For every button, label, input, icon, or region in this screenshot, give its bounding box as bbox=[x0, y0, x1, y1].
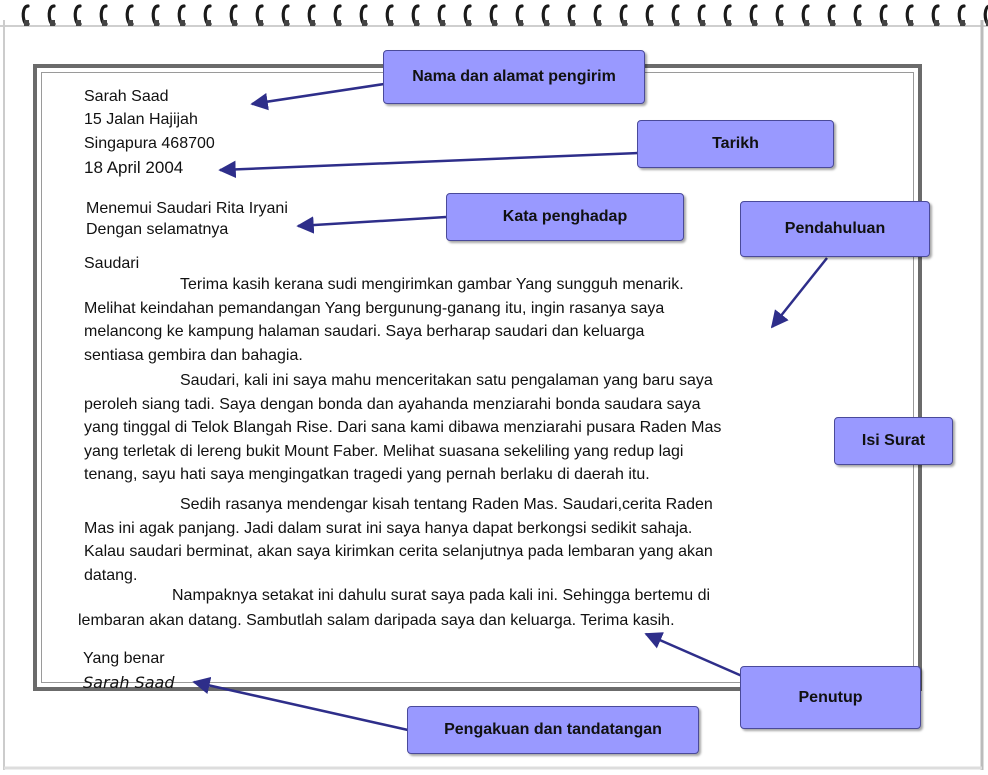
closing-phrase: Yang benar bbox=[83, 650, 165, 667]
label-signoff: Pengakuan dan tandatangan bbox=[407, 706, 699, 754]
paragraph-line: yang terletak di lereng bukit Mount Faber. Melihat suasana sekeliling yang redup lagi bbox=[84, 442, 684, 460]
paragraph-line: datang. bbox=[84, 566, 138, 584]
paragraph-line: Kalau saudari berminat, akan saya kirimkan cerita selanjutnya pada lembaran yang akan bbox=[84, 543, 713, 560]
paragraph-body-2 bbox=[84, 493, 713, 587]
paragraph-line: Sedih rasanya mendengar kisah tentang Raden Mas. Saudari,cerita Raden bbox=[180, 496, 713, 513]
sender-name: Sarah Saad bbox=[84, 88, 169, 105]
paragraph-line: melancong ke kampung halaman saudari. Saya berharap saudari dan keluarga bbox=[84, 323, 645, 340]
label-date: Tarikh bbox=[637, 120, 834, 168]
label-greeting: Kata penghadap bbox=[446, 193, 684, 241]
paragraph-body-1 bbox=[84, 369, 721, 487]
paragraph-line: Saudari, kali ini saya mahu menceritakan satu pengalaman yang baru saya bbox=[180, 372, 713, 389]
paragraph-line: tenang, sayu hati saya mengingatkan tragedi yang pernah berlaku di daerah itu. bbox=[84, 466, 650, 483]
salutation: Saudari bbox=[84, 255, 140, 272]
paragraph-line: Nampaknya setakat ini dahulu surat saya pada kali ini. Sehingga bertemu di bbox=[172, 587, 711, 604]
recipient-line2: Dengan selamatnya bbox=[86, 221, 229, 238]
paragraph-line: Terima kasih kerana sudi mengirimkan gambar Yang sungguh menarik. bbox=[180, 276, 684, 293]
label-sender: Nama dan alamat pengirim bbox=[383, 50, 645, 104]
recipient-line1: Menemui Saudari Rita Iryani bbox=[86, 200, 288, 217]
label-closing: Penutup bbox=[740, 666, 921, 729]
label-intro: Pendahuluan bbox=[740, 201, 930, 257]
signature: Sarah Saad bbox=[83, 673, 175, 692]
paragraph-line: Mas ini agak panjang. Jadi dalam surat ini saya hanya dapat berkongsi sedikit sahaja. bbox=[84, 519, 693, 537]
letter-date: 18 April 2004 bbox=[84, 158, 184, 177]
paragraph-closing bbox=[78, 583, 710, 633]
sender-address-line2: Singapura 468700 bbox=[84, 135, 215, 152]
paragraph-line: Melihat keindahan pemandangan Yang bergunung-ganang itu, ingin rasanya saya bbox=[84, 299, 665, 317]
paragraph-line: sentiasa gembira dan bahagia. bbox=[84, 346, 303, 364]
paragraph-intro bbox=[84, 273, 684, 367]
paragraph-line: yang tinggal di Telok Blangah Rise. Dari sana kami dibawa menziarahi pusara Raden Mas bbox=[84, 419, 722, 436]
label-body: Isi Surat bbox=[834, 417, 953, 465]
paragraph-line: lembaran akan datang. Sambutlah salam daripada saya dan keluarga. Terima kasih. bbox=[78, 612, 675, 629]
sender-address-line1: 15 Jalan Hajijah bbox=[84, 111, 198, 128]
paragraph-line: peroleh siang tadi. Saya dengan bonda dan ayahanda menziarahi bonda saudara saya bbox=[84, 395, 701, 413]
